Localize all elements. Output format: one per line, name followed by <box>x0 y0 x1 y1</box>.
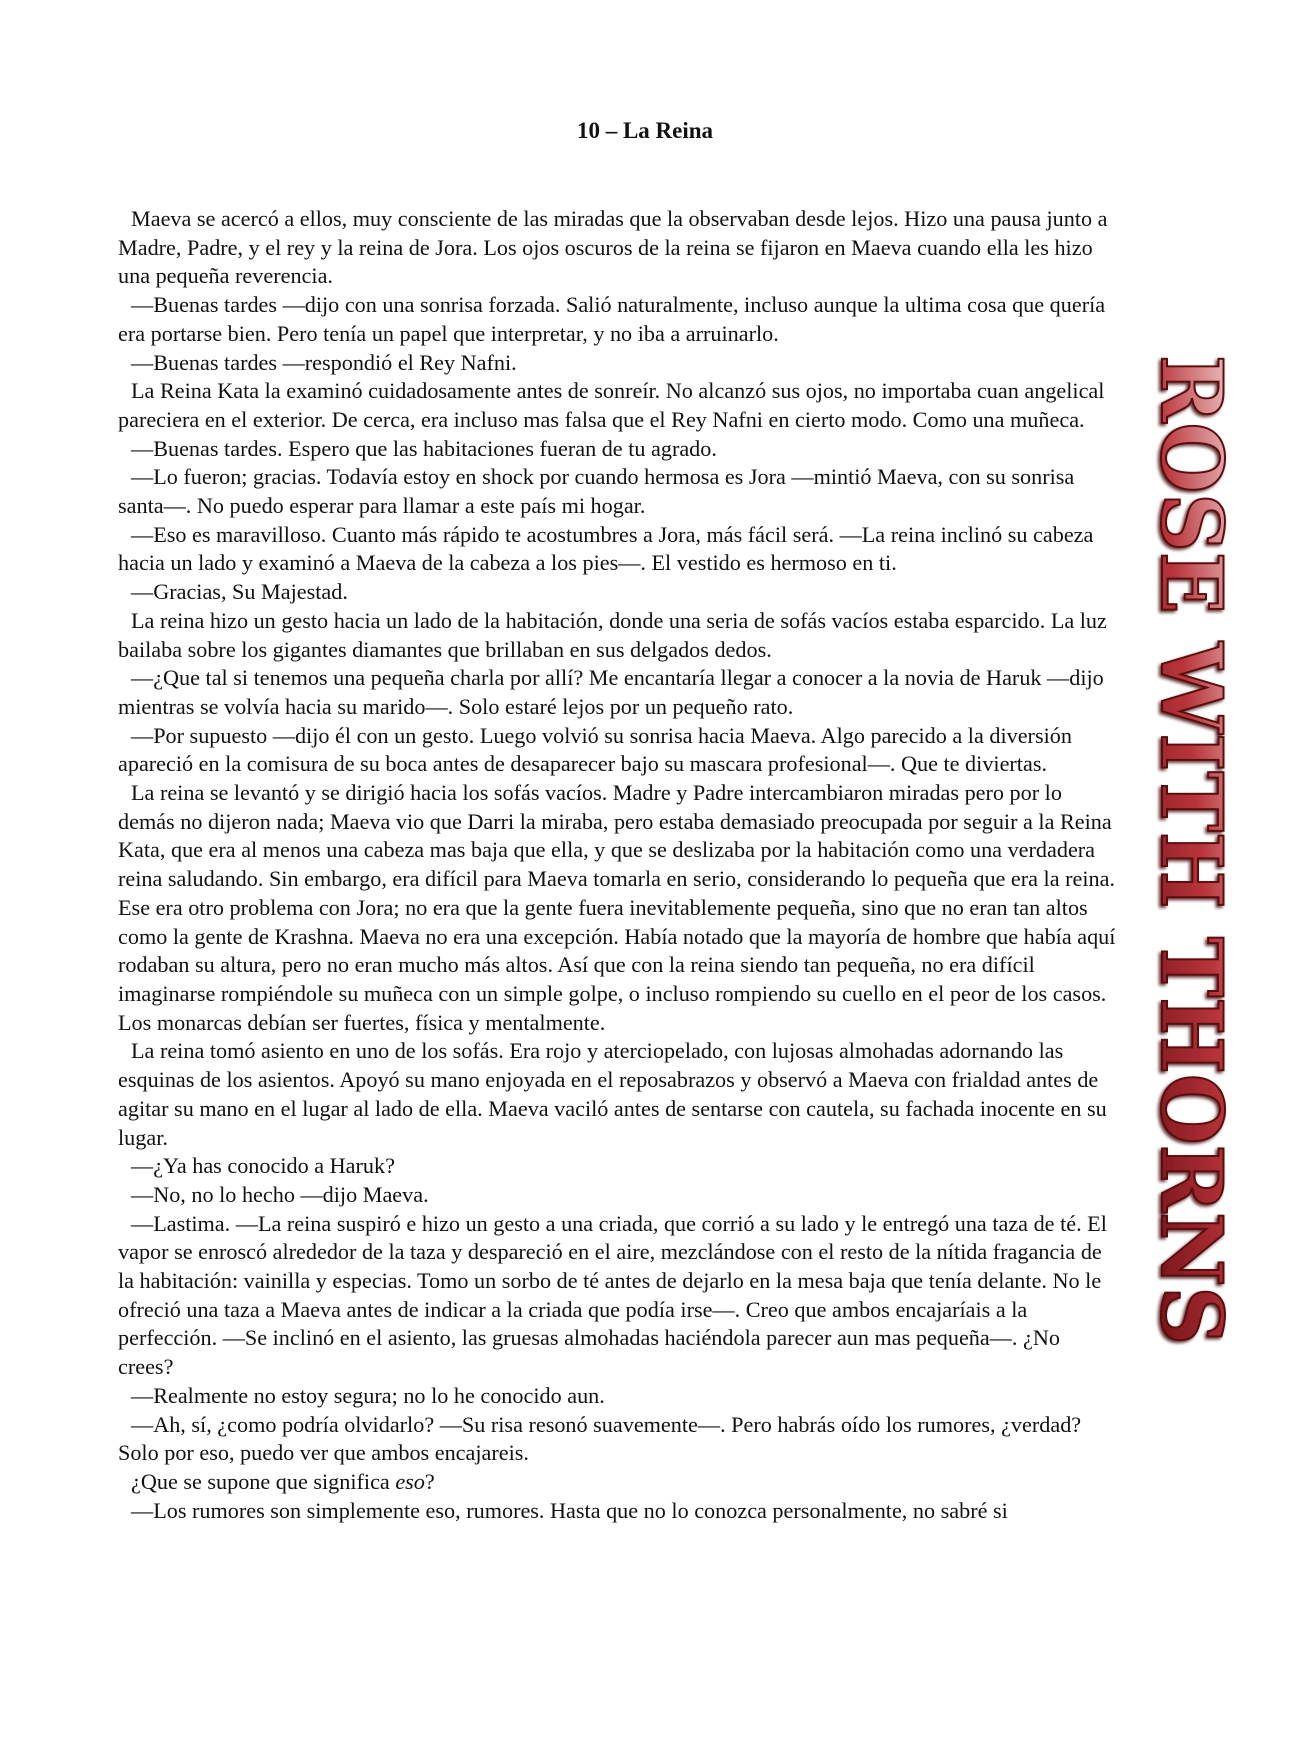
paragraph-last: —Los rumores son simplemente eso, rumores. Hasta que no lo conozca personalmente, no sabré si <box>131 1497 1008 1523</box>
paragraph: —Buenas tardes —dijo con una sonrisa forzada. Salió naturalmente, incluso aunque la ultima cosa que quería era portarse bien. Pero tenía un papel que interpretar, y no iba a arruinarlo. <box>118 292 1106 346</box>
paragraph: La reina tomó asiento en uno de los sofás. Era rojo y aterciopelado, con lujosas almohadas adornando las esquinas de los asientos. Apoyó su mano enjoyada en el reposabrazos y observó a Maeva con frialdad antes de agitar su mano en el lugar al lado de ella. Maeva vaciló antes de sentarse con cautela, su fachada inocente en su lugar. <box>118 1038 1107 1150</box>
paragraph: La reina hizo un gesto hacia un lado de la habitación, donde una seria de sofás vacíos estaba esparcido. La luz bailaba sobre los gigantes diamantes que brillaban en sus delgados dedos. <box>118 607 1107 662</box>
paragraph: —¿Ya has conocido a Haruk? <box>131 1153 395 1179</box>
paragraph: —¿Que tal si tenemos una pequeña charla por allí? Me encantaría llegar a conocer a la novia de Haruk —dijo mientras se volvía hacia su marido—. Solo estaré lejos por un pequeño rato. <box>118 665 1104 719</box>
paragraph: —Lo fueron; gracias. Todavía estoy en shock por cuando hermosa es Jora —mintió Maeva, con su sonrisa santa—. No puedo esperar para llamar a este país mi hogar. <box>118 464 1075 519</box>
emphasis-text: eso <box>395 1468 425 1494</box>
paragraph: —Realmente no estoy segura; no lo he conocido aun. <box>131 1382 605 1408</box>
chapter-title: 10 – La Reina <box>576 118 714 143</box>
watermark-text: ROSE WITH THORNS <box>1142 355 1241 1379</box>
paragraph: —Buenas tardes —respondió el Rey Nafni. <box>131 349 517 375</box>
paragraph-text: ? <box>424 1468 435 1494</box>
chapter-body <box>118 205 1118 1525</box>
paragraph: —Buenas tardes. Espero que las habitaciones fueran de tu agrado. <box>131 435 717 461</box>
paragraph-with-emphasis <box>118 1468 1118 1497</box>
rose-with-thorns-watermark <box>1130 355 1241 1379</box>
paragraph: —Por supuesto —dijo él con un gesto. Luego volvió su sonrisa hacia Maeva. Algo parecido a la diversión apareció en la comisura de su boca antes de desaparecer bajo su mascara profesional—. Que te diviertas. <box>118 722 1072 777</box>
paragraph: Maeva se acercó a ellos, muy consciente de las miradas que la observaban desde lejos. Hizo una pausa junto a Madre, Padre, y el rey y la reina de Jora. Los ojos oscuros de la reina se fijaron en Maeva cuando ella les hizo una pequeña reverencia. <box>118 206 1108 289</box>
paragraph: —Ah, sí, ¿como podría olvidarlo? —Su risa resonó suavemente—. Pero habrás oído los rumores, ¿verdad? Solo por eso, puedo ver que ambos encajareis. <box>118 1411 1082 1466</box>
paragraph: —Eso es maravilloso. Cuanto más rápido te acostumbres a Jora, más fácil será. —La reina inclinó su cabeza hacia un lado y examinó a Maeva de la cabeza a los pies—. El vestido es hermoso en ti. <box>118 521 1094 576</box>
paragraph: —Lastima. —La reina suspiró e hizo un gesto a una criada, que corrió a su lado y le entregó una taza de té. El vapor se enroscó alrededor de la taza y despareció en el aire, mezclándose con el resto de la nítida fragancia de la habitación: vainilla y especias. Tomo un sorbo de té antes de dejarlo en la mesa baja que tenía delante. No le ofreció una taza a Maeva antes de indicar a la criada que podía irse—. Creo que ambos encajaríais a la perfección. —Se inclinó en el asiento, las gruesas almohadas haciéndola parecer aun mas pequeña—. ¿No crees? <box>118 1210 1107 1380</box>
paragraph: La reina se levantó y se dirigió hacia los sofás vacíos. Madre y Padre intercambiaron miradas pero por lo demás no dijeron nada; Maeva vio que Darri la miraba, pero estaba demasiado preocupada por seguir a la Reina Kata, que era al menos una cabeza mas baja que ella, y que se deslizaba por la habitación como una verdadera reina saludando. Sin embargo, era difícil para Maeva tomarla en serio, considerando lo pequeña que era la reina. Ese era otro problema con Jora; no era que la gente fuera inevitablemente pequeña, sino que no eran tan altos como la gente de Krashna. Maeva no era una excepción. Había notado que la mayoría de hombre que había aquí rodaban su altura, pero no eran mucho más altos. Así que con la reina siendo tan pequeña, no era difícil imaginarse rompiéndole su muñeca con un simple golpe, o incluso rompiendo su cuello en el peor de los casos. Los monarcas debían ser fuertes, física y mentalmente. <box>118 780 1116 1035</box>
paragraph: —No, no lo hecho —dijo Maeva. <box>131 1181 429 1207</box>
paragraph: La Reina Kata la examinó cuidadosamente antes de sonreír. No alcanzó sus ojos, no importaba cuan angelical pareciera en el exterior. De cerca, era incluso mas falsa que el Rey Nafni en cierto modo. Como una muñeca. <box>118 378 1105 432</box>
paragraph-text: ¿Que se supone que significa <box>131 1468 396 1494</box>
paragraph: —Gracias, Su Majestad. <box>131 579 348 605</box>
